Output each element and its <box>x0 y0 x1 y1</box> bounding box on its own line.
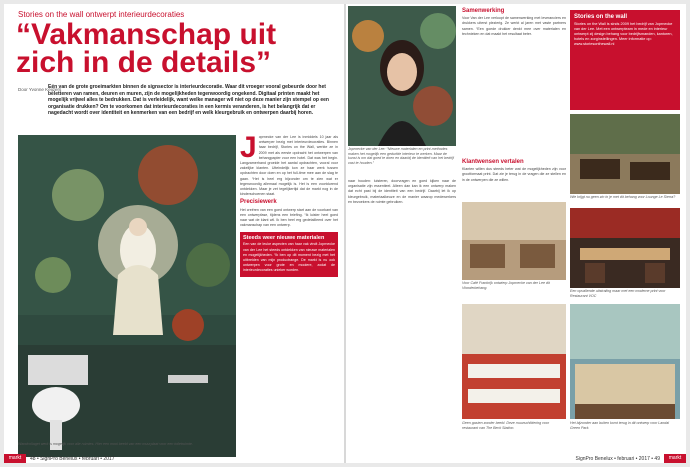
left-page <box>4 4 344 463</box>
company-sidebar <box>570 10 680 110</box>
cafe-caption: Voor Café Frankrijk ontwierp Joprnecke van der Lee dit Vlonderbehang. <box>462 281 550 290</box>
left-body-text: oprnecke van der Lee is inmiddels 10 jaar als ontwerper bezig met interieurdecoraties. Binnen haar bedrijf, Stories on the Wall, werkte ze in 2009 met als eerste opdracht het ontwerpen van behangpapier voor een hotel. Dat was het begin. Langzamerhand groeide het aantal opdrachten, vooral voor zakelijke klanten. Uiteindelijk kon ze haar werk tussen opdrachten door doen en op het full-time mee aan de slag te gaan. “Het is heel erg bijzonder om te zien wat er tegenwoordig allemaal mogelijk is. Het is een voortdurend ontdekken. Maar je zet tegelijkertijd dat de markt nog in de kinderschoenen staat. <box>240 135 338 197</box>
left-folio: 48 • SignPro Benelux • februari • 2017 <box>30 456 115 462</box>
left-body-text-2: Het creëren van een goed ontwerp start aan de voorkant van een ontwerpfase, tijdens een briefing. “Ik luister heel goed naar wat de klant wil. Ik ben heel erg gedetailleerd over het vakmanschap van een ontwerp. <box>240 207 338 228</box>
lounge-photo <box>570 114 680 194</box>
right-footer <box>346 453 686 463</box>
precisiewerk-subhead: Precisiewerk <box>240 199 277 206</box>
samenwerking-subhead: Samenwerking <box>462 8 505 14</box>
materials-box-title: Steeds weer nieuwe materialen <box>243 235 325 242</box>
landal-illustration <box>570 304 680 419</box>
restaurant-voc-illustration <box>570 208 680 288</box>
landal-caption: Het bijzonder aan buiten komt terug in dit ontwerp voor Landal Green Park. <box>570 421 670 430</box>
dining-caption: Geen gasten zonder beeld. Deze muurschildering voor restaurant van The Beck Station. <box>462 421 550 430</box>
right-text-column-a <box>348 179 456 449</box>
materials-box <box>240 232 338 276</box>
cafe-illustration <box>462 202 566 280</box>
intro-paragraph: Eén van de grote groeimarkten binnen de signsector is interieurdecoratie. Waar dit vroeger vooral gebeurde door het beletteren van ramen, deuren en muren, zijn de mogelijkheden tegenwoordig ongekend. Digitaal printen maakt het mogelijk vrijwel alles te bedrukken. Dat is verleidelijk, want welke manager wil niet op deze manier zijn stempel op een organisatie drukken? Om te voorkomen dat interieurdecoraties in een kermis veranderen, is het belangrijk dat er nagedacht wordt over identiteit en kenmerken van een bedrijf en welk kleurgebruik en ontwerpen daarbij horen. <box>48 84 329 116</box>
portrait-photo <box>348 6 456 146</box>
right-page <box>346 4 686 463</box>
left-footer <box>4 453 344 463</box>
drop-cap: J <box>240 135 257 164</box>
left-section-tab: markt <box>4 454 26 463</box>
restaurant-voc-photo <box>570 208 680 288</box>
sidebar-text: Stories on the Wall is sinds 2009 het bedrijf van Joprnecke van der Lee. Met een ontwerpteam in mede en interieur ontwerpt zij design behang voor bedrijfsmanden, kantoren, hotels en zorginstellingen. Meer informatie op: www.storiesonthewall.nl <box>574 22 673 46</box>
portrait-caption: Joprnecke van der Lee: “Nieuwe materialen en print-methodes maken het mogelijk een gedurfde interieur te werken. Maar de kunst is om dat goed te doen en daarbij de identiteit van het bedrijf vast te houden.” <box>348 147 454 165</box>
cafe-photo <box>462 202 566 280</box>
headline-line-2: zich in de details” <box>16 46 272 79</box>
sidebar-title: Stories on the wall <box>574 14 628 20</box>
dining-illustration <box>462 304 566 419</box>
article-headline <box>16 18 336 79</box>
right-body-text-a: naar houden: luisteren, doorvragen en goed kijken naar de organisatie zijn essentieel. Alleen dan kan ik een ontwerp maken dat echt past bij de identiteit van een bedrijf. Daarbij let ik op kleurgebruik, materiaalkeuze en de manier waarop medewerkers en bezoekers de ruimte gebruiken. <box>348 179 456 204</box>
lounge-caption: Wie krijgt nu geen zin in je met dit behang voor Lounge Le Sierra? <box>570 195 676 199</box>
materials-box-text: Een van de leuke aspecten van haar vak vindt Joprnecke van der Lee het steeds ontdekken van nieuwe materialen en mogelijkheden. “Ik ben op dit moment bezig met het uitbreiden van mijn productrange. De markt is nu ook ontwerpen voor grote en mooiere, zodat de interieurdecoraties unieker worden. <box>243 242 335 273</box>
right-body-text-c: Klanten willen dus steeds beter wat de mogelijkheden zijn voor grootformaat print. Dat zie je terug in de vragen die ze stellen en in de ontwerpen die ze willen. <box>462 167 566 182</box>
bathroom-photo <box>18 135 236 457</box>
right-section-tab: markt <box>664 454 686 463</box>
klantwensen-subhead: Klantwensen vertalen <box>462 159 524 166</box>
dining-photo <box>462 304 566 419</box>
lounge-illustration <box>570 114 680 194</box>
right-folio: SignPro Benelux • februari • 2017 • 49 <box>575 456 660 462</box>
byline: Door Yvonne Keijzers <box>18 87 62 92</box>
bathroom-caption: Wandcollaget werk is mogelijk voor alle ruimtes. Hier een mooi beeld van een muurplaat voor een toiletruimte. <box>18 442 193 446</box>
restaurant-voc-caption: Een opvallende uitstraling maar met een moderne print voor Restaurant VOC <box>570 289 666 298</box>
bathroom-illustration <box>18 135 236 457</box>
landal-photo <box>570 304 680 419</box>
headline-line-1: “Vakmanschap uit <box>16 18 277 51</box>
article-kicker: Stories on the wall ontwerpt interieurdecoraties <box>18 10 185 19</box>
portrait-illustration <box>348 6 456 146</box>
right-body-text-b: Voor Van der Lee verloopt de samenwerking met leveranciers en drukkers uiterst plezierig. Ze werkt al jaren met vaste partners samen. “Een goede drukker denkt mee over materialen en technieken en dat maakt het resultaat beter. <box>462 16 566 36</box>
left-text-column <box>240 135 338 435</box>
magazine-spread <box>4 4 686 463</box>
